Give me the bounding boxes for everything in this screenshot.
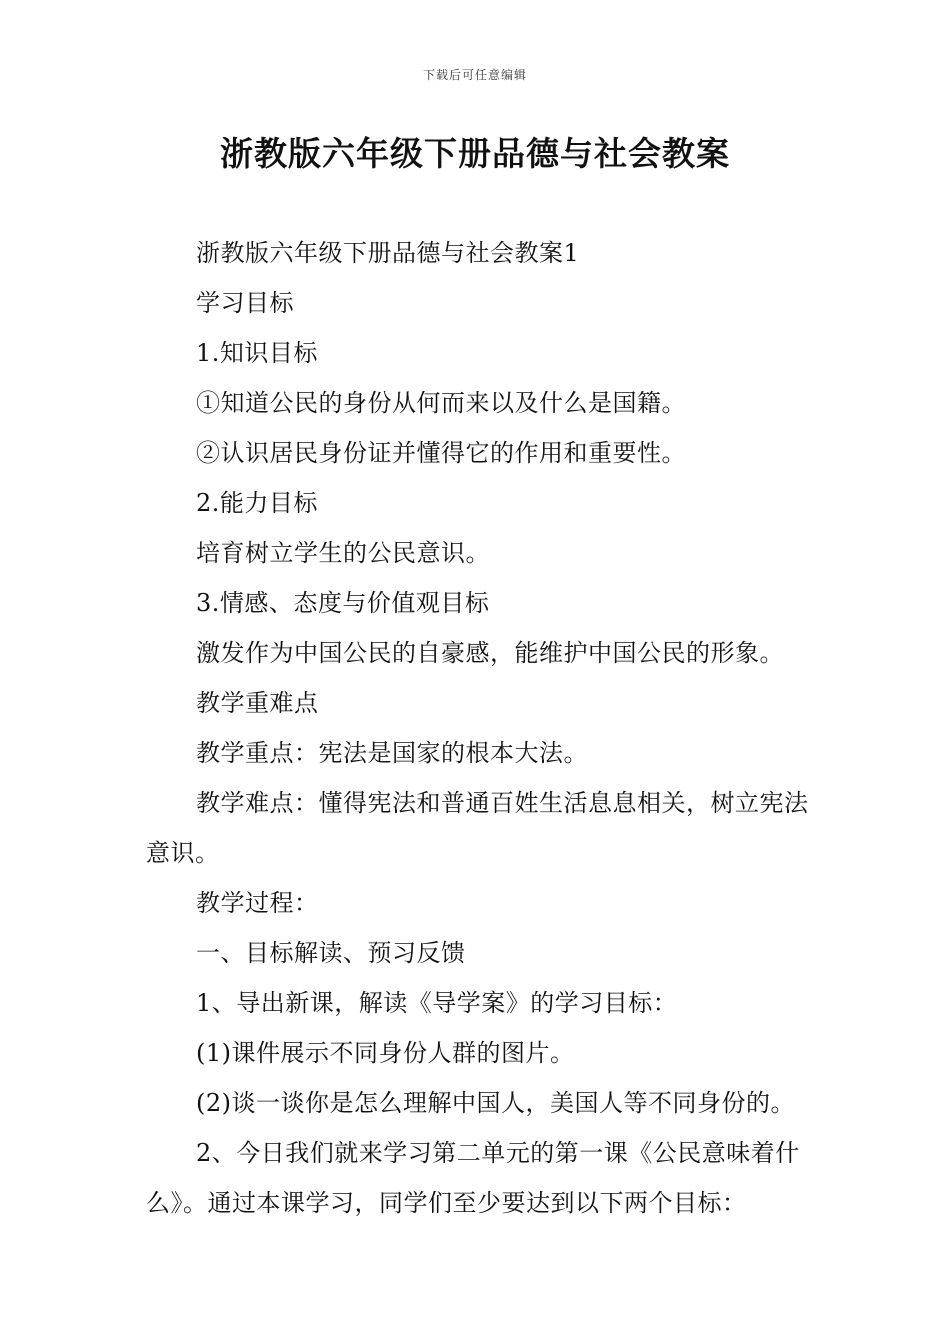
paragraph: (1)课件展示不同身份人群的图片。 — [196, 1039, 575, 1067]
paragraph: ②认识居民身份证并懂得它的作用和重要性。 — [196, 439, 686, 467]
paragraph: 3.情感、态度与价值观目标 — [196, 589, 490, 617]
paragraph: 激发作为中国公民的自豪感，能维护中国公民的形象。 — [196, 639, 784, 667]
paragraph: 浙教版六年级下册品德与社会教案1 — [196, 239, 580, 267]
paragraph: 1、导出新课，解读《导学案》的学习目标： — [196, 989, 678, 1017]
paragraph: 2、今日我们就来学习第二单元的第一课《公民意味着什么》。通过本课学习，同学们至少要达到以下两个目标： — [146, 1139, 800, 1217]
paragraph: (2)谈一谈你是怎么理解中国人，美国人等不同身份的。 — [196, 1089, 795, 1117]
paragraph: 教学难点：懂得宪法和普通百姓生活息息相关，树立宪法意识。 — [146, 789, 809, 867]
paragraph: 教学过程： — [196, 889, 319, 917]
paragraph: 1.知识目标 — [196, 339, 318, 367]
header-note: 下载后可任意编辑 — [422, 68, 527, 82]
paragraph: 2.能力目标 — [196, 489, 318, 517]
document-title: 浙教版六年级下册品德与社会教案 — [220, 134, 730, 173]
paragraph: 教学重难点 — [196, 689, 319, 717]
paragraph: ①知道公民的身份从何而来以及什么是国籍。 — [196, 389, 686, 417]
document-body — [146, 228, 816, 1228]
paragraph: 一、目标解读、预习反馈 — [196, 939, 466, 967]
paragraph: 教学重点：宪法是国家的根本大法。 — [196, 739, 588, 767]
paragraph: 培育树立学生的公民意识。 — [196, 539, 490, 567]
paragraph: 学习目标 — [196, 289, 294, 317]
